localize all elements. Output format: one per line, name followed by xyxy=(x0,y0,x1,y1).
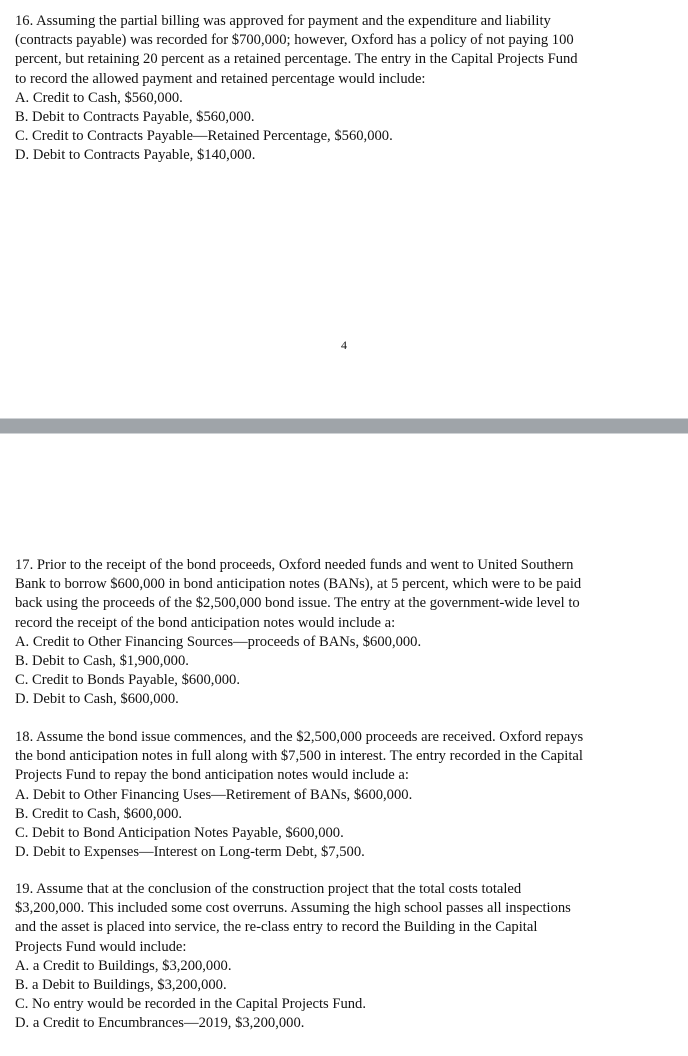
question-stem-line: record the receipt of the bond anticipation notes would include a: xyxy=(15,614,396,631)
answer-option-c: C. No entry would be recorded in the Capital Projects Fund. xyxy=(15,996,366,1013)
answer-option-d: D. Debit to Cash, $600,000. xyxy=(15,691,179,708)
question-16 xyxy=(15,12,675,166)
question-17 xyxy=(15,556,675,710)
question-stem-line: percent, but retaining 20 percent as a retained percentage. The entry in the Capital Projects Fund xyxy=(15,51,578,68)
question-stem-line: $3,200,000. This included some cost overruns. Assuming the high school passes all inspections xyxy=(15,900,571,917)
answer-option-d: D. Debit to Expenses—Interest on Long-term Debt, $7,500. xyxy=(15,844,365,861)
answer-option-c: C. Credit to Bonds Payable, $600,000. xyxy=(15,672,240,689)
answer-option-c: C. Credit to Contracts Payable—Retained Percentage, $560,000. xyxy=(15,128,393,145)
answer-option-a: A. Credit to Other Financing Sources—proceeds of BANs, $600,000. xyxy=(15,633,422,650)
answer-option-b: B. a Debit to Buildings, $3,200,000. xyxy=(15,977,227,994)
page-number: 4 xyxy=(341,338,347,352)
question-stem-line: 16. Assuming the partial billing was approved for payment and the expenditure and liability xyxy=(15,13,551,29)
answer-option-b: B. Credit to Cash, $600,000. xyxy=(15,805,183,822)
question-stem-line: back using the proceeds of the $2,500,000 bond issue. The entry at the government-wide level to xyxy=(15,595,580,612)
question-stem-line: to record the allowed payment and retained percentage would include: xyxy=(15,70,426,87)
answer-option-d: D. a Credit to Encumbrances—2019, $3,200,000. xyxy=(15,1015,305,1032)
question-stem-line: 19. Assume that at the conclusion of the construction project that the total costs totaled xyxy=(15,881,522,897)
question-stem-line: Projects Fund to repay the bond anticipation notes would include a: xyxy=(15,767,409,784)
answer-option-b: B. Debit to Contracts Payable, $560,000. xyxy=(15,109,255,126)
question-stem-line: 18. Assume the bond issue commences, and the $2,500,000 proceeds are received. Oxford repays xyxy=(15,729,584,745)
answer-option-b: B. Debit to Cash, $1,900,000. xyxy=(15,653,189,670)
answer-option-a: A. a Credit to Buildings, $3,200,000. xyxy=(15,957,232,974)
question-stem-line: the bond anticipation notes in full along with $7,500 in interest. The entry recorded in the Capital xyxy=(15,748,583,765)
question-stem-line: Bank to borrow $600,000 in bond anticipation notes (BANs), at 5 percent, which were to be paid xyxy=(15,576,582,593)
answer-option-d: D. Debit to Contracts Payable, $140,000. xyxy=(15,147,256,164)
question-stem-line: Projects Fund would include: xyxy=(15,938,187,955)
answer-option-a: A. Debit to Other Financing Uses—Retirement of BANs, $600,000. xyxy=(15,786,413,803)
question-stem-line: 17. Prior to the receipt of the bond proceeds, Oxford needed funds and went to United Southern xyxy=(15,557,574,573)
question-stem-line: and the asset is placed into service, the re-class entry to record the Building in the Capital xyxy=(15,919,538,936)
question-19 xyxy=(15,880,675,1034)
answer-option-a: A. Credit to Cash, $560,000. xyxy=(15,89,183,106)
question-18 xyxy=(15,728,675,862)
page-break-divider xyxy=(0,418,688,434)
question-stem-line: (contracts payable) was recorded for $700,000; however, Oxford has a policy of not paying 100 xyxy=(15,32,574,49)
answer-option-c: C. Debit to Bond Anticipation Notes Payable, $600,000. xyxy=(15,825,344,842)
